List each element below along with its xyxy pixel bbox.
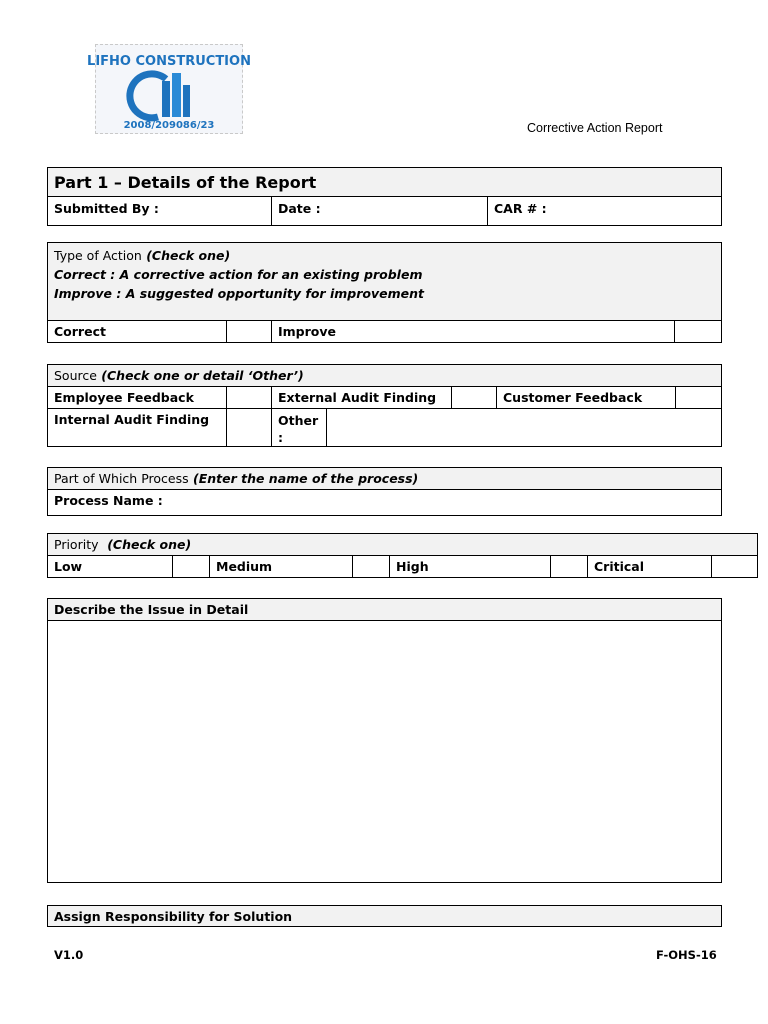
employee-feedback-checkbox[interactable] xyxy=(227,387,272,409)
logo-company-name: LIFHO CONSTRUCTION xyxy=(87,54,251,69)
car-number-field[interactable]: CAR # : xyxy=(488,197,722,226)
source-hint: (Check one or detail ‘Other’) xyxy=(101,368,304,383)
issue-table xyxy=(47,598,722,883)
responsibility-table xyxy=(47,905,722,927)
submitted-by-field[interactable]: Submitted By : xyxy=(48,197,272,226)
priority-medium-checkbox[interactable] xyxy=(353,556,390,578)
part1-heading: Part 1 – Details of the Report xyxy=(48,168,722,197)
source-table xyxy=(47,364,722,447)
issue-heading: Describe the Issue in Detail xyxy=(48,599,722,621)
improve-checkbox[interactable] xyxy=(675,321,722,343)
external-audit-label: External Audit Finding xyxy=(272,387,452,409)
version-label: V1.0 xyxy=(54,948,84,962)
internal-audit-checkbox[interactable] xyxy=(227,409,272,447)
issue-description-area[interactable] xyxy=(48,621,722,883)
improve-description: Improve : A suggested opportunity for improvement xyxy=(54,286,424,301)
priority-low-label: Low xyxy=(48,556,173,578)
logo-reg-number: 2008/209086/23 xyxy=(123,120,215,131)
form-code-label: F-OHS-16 xyxy=(656,948,717,962)
priority-critical-checkbox[interactable] xyxy=(712,556,758,578)
source-header xyxy=(48,365,722,387)
type-of-action-table xyxy=(47,242,722,343)
process-label: Part of Which Process xyxy=(54,471,189,486)
type-of-action-label: Type of Action xyxy=(54,248,142,263)
type-of-action-hint: (Check one) xyxy=(146,248,231,263)
priority-critical-label: Critical xyxy=(588,556,712,578)
employee-feedback-label: Employee Feedback xyxy=(48,387,227,409)
improve-label: Improve xyxy=(272,321,675,343)
customer-feedback-label: Customer Feedback xyxy=(497,387,676,409)
process-name-field[interactable]: Process Name : xyxy=(48,490,722,516)
priority-hint: (Check one) xyxy=(107,537,192,552)
correct-checkbox[interactable] xyxy=(227,321,272,343)
process-table xyxy=(47,467,722,516)
other-label: Other : xyxy=(272,409,327,447)
priority-low-checkbox[interactable] xyxy=(173,556,210,578)
customer-feedback-checkbox[interactable] xyxy=(676,387,722,409)
priority-label: Priority xyxy=(54,537,99,552)
part1-table xyxy=(47,167,722,226)
correct-description: Correct : A corrective action for an existing problem xyxy=(54,267,423,282)
source-label: Source xyxy=(54,368,97,383)
external-audit-checkbox[interactable] xyxy=(452,387,497,409)
process-header xyxy=(48,468,722,490)
priority-table xyxy=(47,533,758,578)
internal-audit-label: Internal Audit Finding xyxy=(48,409,227,447)
date-field[interactable]: Date : xyxy=(272,197,488,226)
company-logo xyxy=(87,44,251,134)
priority-header xyxy=(48,534,758,556)
document-title: Corrective Action Report xyxy=(527,121,663,135)
correct-label: Correct xyxy=(48,321,227,343)
priority-high-label: High xyxy=(390,556,551,578)
process-hint: (Enter the name of the process) xyxy=(192,471,419,486)
responsibility-heading: Assign Responsibility for Solution xyxy=(48,906,722,927)
other-detail-field[interactable] xyxy=(327,409,722,447)
type-of-action-header xyxy=(48,243,722,321)
priority-medium-label: Medium xyxy=(210,556,353,578)
priority-high-checkbox[interactable] xyxy=(551,556,588,578)
